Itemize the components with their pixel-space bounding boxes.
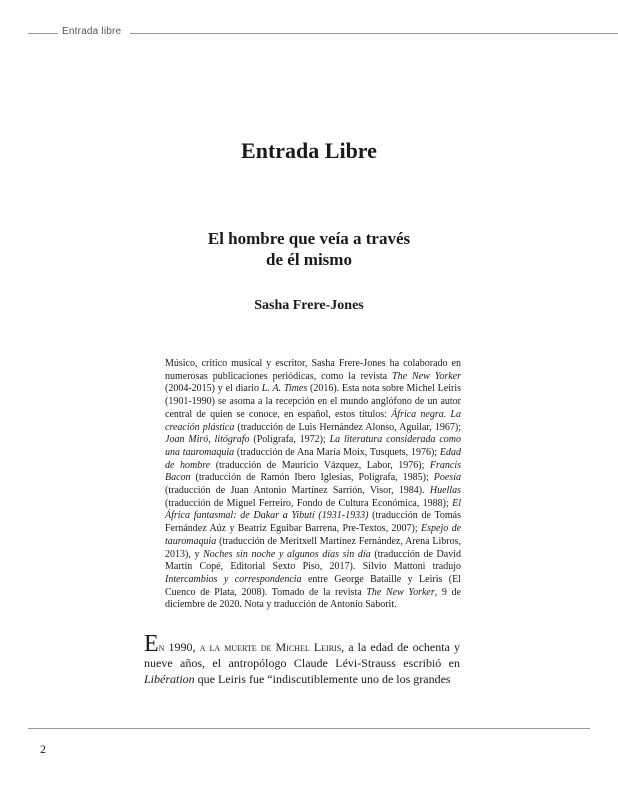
intro-title-ref: La literatura considerada como una tauromaquia [165,434,461,458]
intro-title-ref: The New Yorker [366,586,435,598]
intro-title-ref: Espejo de tauromaquia [165,523,462,547]
intro-text: (2016). Esta nota sobre Michel Leiris (1901-1990) se asoma a la recepción en el mundo anglófono de un autor central de quien se conoce, en español, estos títulos: [165,383,461,420]
intro-text: , 9 de diciembre de 2020. Nota y traducción de Antonio Saborit. [165,586,461,611]
intro-text: (traducción de Ramón Ibero Iglesias, Polígrafa, 1985); [190,472,434,484]
intro-title-ref: África negra. La creación plástica [165,408,461,433]
intro-text: (traducción de Ana María Moix, Tusquets, 1976); [234,446,440,458]
article-title-line-1: El hombre que veía a través [207,229,411,248]
section-title: Entrada Libre [241,138,377,163]
intro-text: (2004-2015) y el diario [165,383,262,395]
body-title-ref: Libération [144,672,195,686]
intro-text: (traducción de David Martín Copé, Editorial Sexto Piso, 2017). Silvio Mattoni tradujo [165,548,461,573]
intro-text: Músico, crítico musical y escritor, Sasha Frere-Jones ha colaborado en numerosas publicaciones periódicas, como la revista [165,358,461,382]
intro-text: (traducción de Meritxell Martínez Fernández, Arena Libros, 2013), y [165,535,461,560]
running-head: Entrada libre [62,26,122,37]
intro-title-ref: Poesía [433,472,461,484]
article-title-line-2: de él mismo [266,250,352,269]
intro-text: (traducción de Tomás Fernández Aúz y Beatriz Eguibar Barrena, Pre-Textos, 2007); [165,510,461,535]
body-text: que Leiris fue “indiscutiblemente uno de los grandes [194,672,451,686]
intro-title-ref: Intercambios y correspondencia [165,573,302,585]
intro-text: (Polígrafa, 1972); [249,434,330,446]
intro-text: (traducción de Mauricio Vázquez, Labor, 1976); [210,459,430,471]
author-name: Sasha Frere-Jones [254,298,364,313]
intro-title-ref: Huellas [429,485,461,497]
intro-text: (traducción de Luis Hernández Alonso, Aguilar, 1967); [234,421,461,433]
intro-title-ref: Edad de hombre [165,446,461,471]
body-text: , a la edad de ochenta y nueve años, el antropólogo Claude Lévi-Strauss escribió en [144,640,461,670]
page-number: 2 [40,742,46,756]
intro-text: entre George Bataille y Leiris (El Cuenco de Plata, 2008). Tomado de la revista [165,573,462,598]
intro-title-ref: L. A. Times [261,383,308,395]
intro-title-ref: The New Yorker [392,370,461,382]
header-rule-left [28,33,58,34]
intro-title-ref: Noches sin noche y algunos días sin día [203,548,371,560]
header-rule-right [130,33,618,34]
article-title [0,228,618,270]
drop-cap: E [144,631,159,657]
intro-title-ref: El África fantasmal: de Dakar a Yibutí (1931-1933) [165,497,461,522]
intro-title-ref: Francis Bacon [165,459,461,484]
body-paragraph [144,631,461,687]
intro-text: (traducción de Juan Antonio Martínez Sarrión, Visor, 1984). [165,485,430,497]
intro-title-ref: Joan Miró, litógrafo [165,434,250,446]
lead-in-small-caps: n 1990, a la muerte de Michel Leiris [158,640,342,654]
intro-text: (traducción de Miguel Ferreiro, Fondo de Cultura Económica, 1988); [165,497,453,509]
footer-rule [28,728,590,729]
intro-note [165,358,461,612]
